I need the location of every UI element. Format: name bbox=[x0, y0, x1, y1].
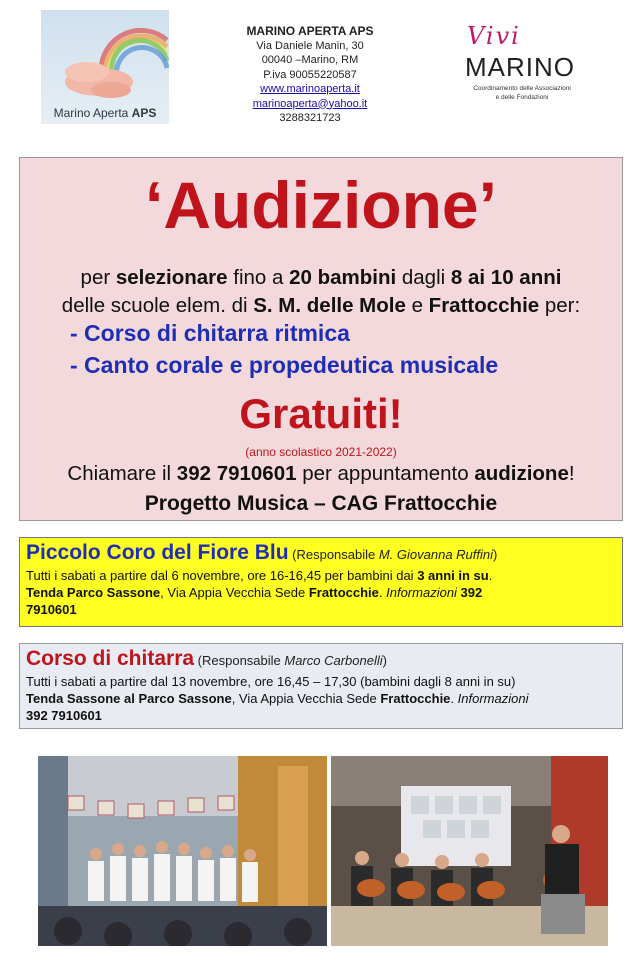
call-line: Chiamare il 392 7910601 per appuntamento audizione! bbox=[67, 462, 575, 485]
course-item-guitar: - Corso di chitarra ritmica bbox=[70, 320, 350, 346]
audition-announcement bbox=[19, 157, 623, 521]
choir-info-box bbox=[19, 537, 623, 627]
org-piva: P.iva 90055220587 bbox=[263, 68, 357, 81]
vivi-marino-logo bbox=[463, 22, 585, 108]
org-email-link[interactable]: marinoaperta@yahoo.it bbox=[252, 97, 368, 110]
guitar-details: Tutti i sabati a partire dal 13 novembre, ore 16,45 – 17,30 (bambini dagli 8 anni in su) Tenda Sassone al Parco Sassone, Via Appia Vecchia Sede Frattocchie. Informazioni 392 7910601 bbox=[26, 674, 529, 723]
logo-left-caption: Marino Aperta APS bbox=[53, 106, 157, 120]
org-name: MARINO APERTA APS bbox=[246, 24, 374, 38]
choir-title-row bbox=[26, 541, 616, 565]
course-item-choir: - Canto corale e propedeutica musicale bbox=[70, 352, 499, 378]
org-contact-block bbox=[205, 24, 415, 126]
org-phone: 3288321723 bbox=[279, 112, 341, 124]
guitar-info-box bbox=[19, 643, 623, 729]
marino-logo-text: MARINO bbox=[465, 52, 575, 82]
org-city: 00040 –Marino, RM bbox=[261, 54, 359, 66]
project-name: Progetto Musica – CAG Frattocchie bbox=[144, 492, 498, 515]
guitar-title: Corso di chitarra bbox=[26, 647, 195, 670]
choir-responsible: (Responsabile M. Giovanna Ruffini) bbox=[288, 547, 498, 562]
school-year: (anno scolastico 2021-2022) bbox=[245, 445, 397, 459]
org-website-link[interactable]: www.marinoaperta.it bbox=[260, 83, 360, 95]
choir-details: Tutti i sabati a partire dal 6 novembre, ore 16-16,45 per bambini dai 3 anni in su. Tenda Parco Sassone, Via Appia Vecchia Sede Frattocchie. Informazioni 392 7910601 bbox=[26, 568, 493, 617]
marino-logo-subtitle: Coordinamento delle Associazioni e delle Fondazioni bbox=[473, 85, 571, 101]
vivi-logo-text: Vivi bbox=[467, 22, 521, 50]
choir-photo bbox=[38, 756, 327, 946]
guitar-responsible: (Responsabile Marco Carbonelli) bbox=[194, 653, 387, 668]
page-title: ‘Audizione’ bbox=[145, 168, 497, 242]
choir-title: Piccolo Coro del Fiore Blu bbox=[26, 541, 289, 564]
guitar-title-row bbox=[26, 647, 616, 671]
free-heading: Gratuiti! bbox=[239, 390, 403, 437]
selection-line: per selezionare fino a 20 bambini dagli 8 ai 10 anni bbox=[80, 266, 562, 289]
guitar-lesson-photo bbox=[331, 756, 608, 946]
marino-aperta-logo bbox=[41, 10, 169, 124]
schools-line: delle scuole elem. di S. M. delle Mole e Frattocchie per: bbox=[61, 294, 581, 317]
org-address: Via Daniele Manin, 30 bbox=[256, 39, 364, 52]
